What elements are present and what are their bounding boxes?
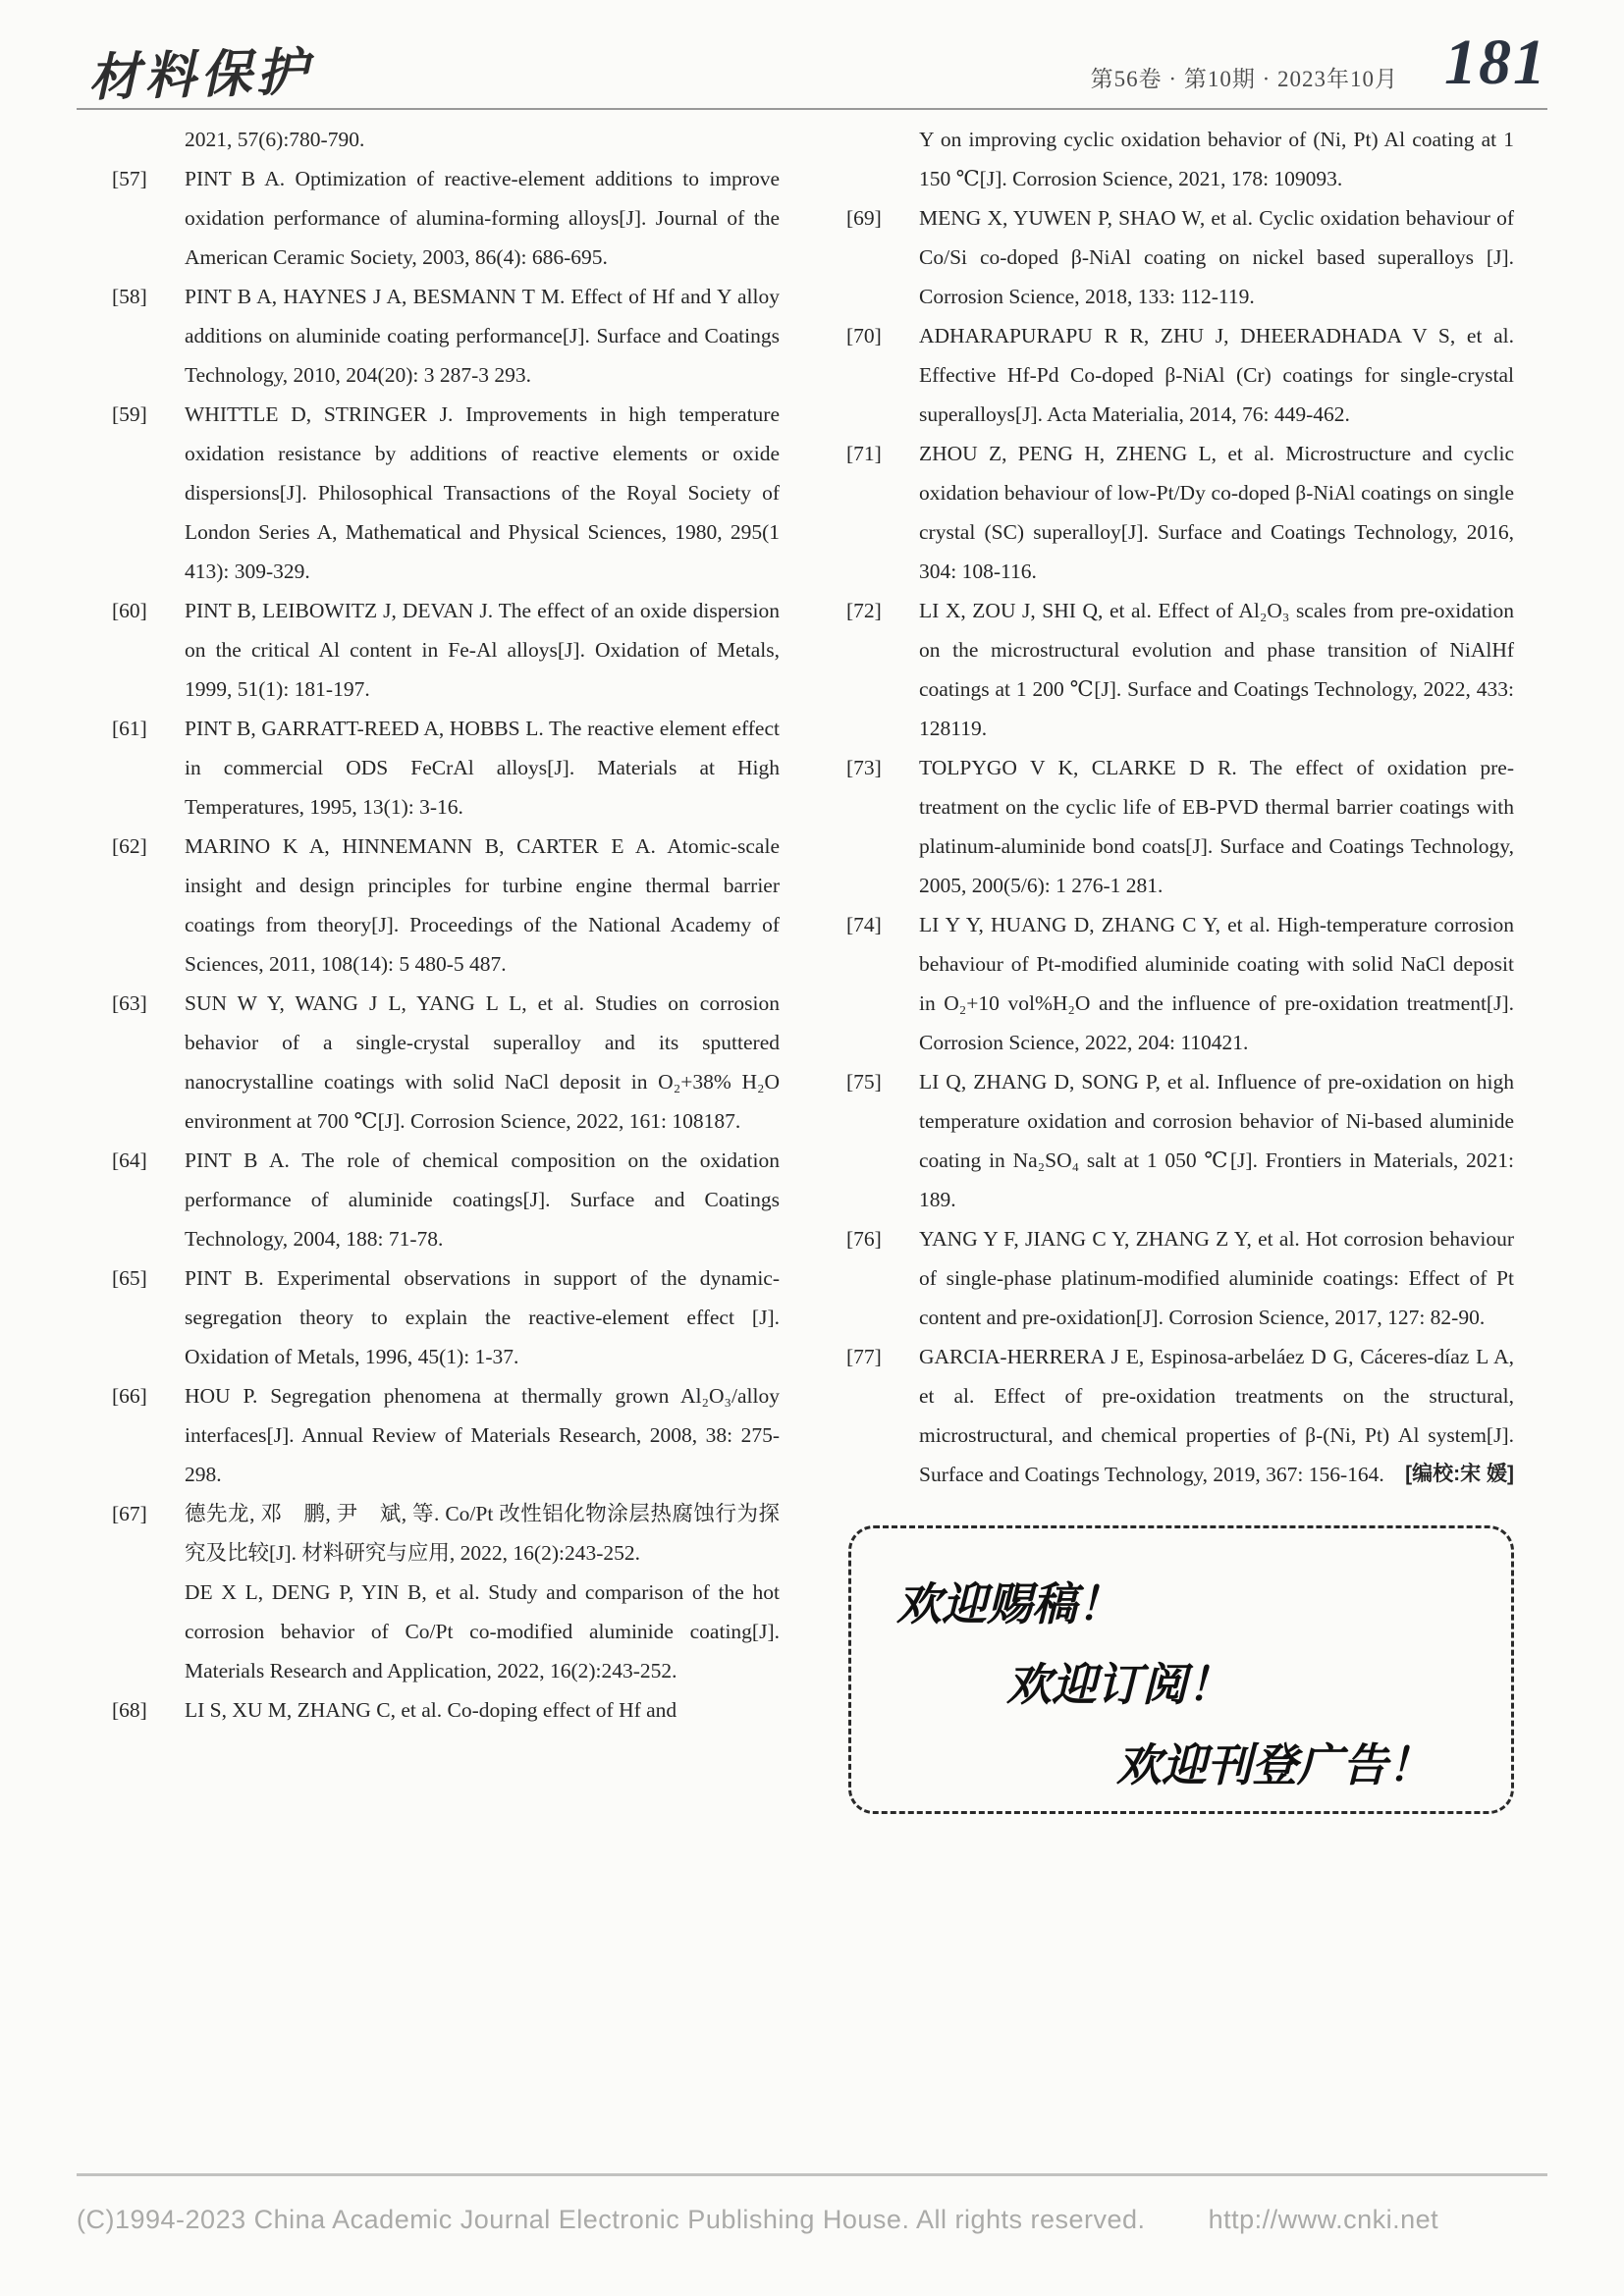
reference-item (846, 1062, 1514, 1219)
reference-number (846, 120, 919, 198)
reference-text: PINT B. Experimental observations in support of the dynamic-segregation theory to explain the reactive-element effect [J]. Oxidation of Metals, 1996, 45(1): 1-37. (185, 1266, 780, 1368)
reference-text: 德先龙, 邓 鹏, 尹 斌, 等. Co/Pt 改性铝化物涂层热腐蚀行为探究及比较[J]. 材料研究与应用, 2022, 16(2):243-252. (185, 1502, 780, 1565)
reference-number: [66] (112, 1384, 147, 1408)
reference-text: HOU P. Segregation phenomena at thermally grown Al₂O₃/alloy interfaces[J]. Annual Review of Materials Research, 2008, 38: 275-298. (185, 1384, 780, 1486)
reference-text: SUN W Y, WANG J L, YANG L L, et al. Studies on corrosion behavior of a single-crystal superalloy and its sputtered nanocrystalline coatings with solid NaCl deposit in O₂+38% H₂O environment at 700 ℃[J]. Corrosion Science, 2022, 161: 108187. (185, 991, 780, 1133)
reference-number: [74] (846, 913, 882, 936)
reference-text: PINT B A. The role of chemical composition on the oxidation performance of aluminide coatings[J]. Surface and Coatings Technology, 2004, 188: 71-78. (185, 1148, 780, 1251)
reference-item (112, 984, 780, 1141)
reference-number: [57] (112, 167, 147, 190)
reference-text: WHITTLE D, STRINGER J. Improvements in high temperature oxidation resistance by additions of reactive elements or oxide dispersions[J]. Philosophical Transactions of the Royal Society of London Series A, Mathematical and Physical Sciences, 1980, 295(1 413): 309-329. (185, 402, 780, 583)
header-divider (77, 108, 1547, 110)
issue-info: 第56卷 · 第10期 · 2023年10月 (1090, 67, 1398, 91)
reference-item (846, 198, 1514, 316)
reference-item (112, 827, 780, 984)
reference-number: [77] (846, 1345, 882, 1368)
reference-text: LI Y Y, HUANG D, ZHANG C Y, et al. High-temperature corrosion behaviour of Pt-modified aluminide coating with solid NaCl deposit in O₂+10 vol%H₂O and the influence of pre-oxidation treatment[J]. Corrosion Science, 2022, 204: 110421. (919, 913, 1514, 1054)
reference-number: [62] (112, 834, 147, 858)
reference-continuation (846, 120, 1514, 198)
references-column-right (846, 120, 1514, 1814)
reference-item (846, 1219, 1514, 1337)
reference-text: LI S, XU M, ZHANG C, et al. Co-doping effect of Hf and (185, 1698, 677, 1722)
reference-item (112, 1376, 780, 1494)
reference-number (112, 1573, 185, 1690)
reference-item (846, 434, 1514, 591)
reference-number: [71] (846, 442, 882, 465)
reference-item (846, 316, 1514, 434)
page-header (77, 27, 1547, 108)
reference-text: Y on improving cyclic oxidation behavior of (Ni, Pt) Al coating at 1 150 ℃[J]. Corrosion Science, 2021, 178: 109093. (919, 128, 1514, 190)
reference-item (112, 277, 780, 395)
reference-number: [61] (112, 717, 147, 740)
reference-item (112, 1141, 780, 1258)
reference-number: [60] (112, 599, 147, 622)
reference-number: [75] (846, 1070, 882, 1094)
reference-text: ZHOU Z, PENG H, ZHENG L, et al. Microstructure and cyclic oxidation behaviour of low-Pt/Dy co-doped β-NiAl coatings on single crystal (SC) superalloy[J]. Surface and Coatings Technology, 2016, 304: 108-116. (919, 442, 1514, 583)
reference-text: YANG Y F, JIANG C Y, ZHANG Z Y, et al. Hot corrosion behaviour of single-phase platinum-modified aluminide coatings: Effect of Pt content and pre-oxidation[J]. Corrosion Science, 2017, 127: 82-90. (919, 1227, 1514, 1329)
reference-text: MARINO K A, HINNEMANN B, CARTER E A. Atomic-scale insight and design principles for turbine engine thermal barrier coatings from theory[J]. Proceedings of the National Academy of Sciences, 2011, 108(14): 5 480-5 487. (185, 834, 780, 976)
reference-item (846, 748, 1514, 905)
reference-item (846, 591, 1514, 748)
reference-item (112, 159, 780, 277)
reference-text: LI Q, ZHANG D, SONG P, et al. Influence of pre-oxidation on high temperature oxidation and corrosion behavior of Ni-based aluminide coating in Na₂SO₄ salt at 1 050 ℃[J]. Frontiers in Materials, 2021: 189. (919, 1070, 1514, 1211)
welcome-line: 欢迎赐稿！ (896, 1577, 1122, 1630)
reference-item (112, 1690, 780, 1730)
reference-text: PINT B A. Optimization of reactive-element additions to improve oxidation performance of alumina-forming alloys[J]. Journal of the American Ceramic Society, 2003, 86(4): 686-695. (185, 167, 780, 269)
reference-text: PINT B, GARRATT-REED A, HOBBS L. The reactive element effect in commercial ODS FeCrAl alloys[J]. Materials at High Temperatures, 1995, 13(1): 3-16. (185, 717, 780, 819)
reference-text: 2021, 57(6):780-790. (185, 128, 365, 151)
reference-number: [73] (846, 756, 882, 779)
reference-text: PINT B A, HAYNES J A, BESMANN T M. Effect of Hf and Y alloy additions on aluminide coating performance[J]. Surface and Coatings Technology, 2010, 204(20): 3 287-3 293. (185, 285, 780, 387)
page-number: 181 (1444, 27, 1547, 98)
reference-text: GARCIA-HERRERA J E, Espinosa-arbeláez D G, Cáceres-díaz L A, et al. Effect of pre-oxidation treatments on the structural, microstructural, and chemical properties of β-(Ni, Pt) Al system[J]. Surface and Coatings Technology, 2019, 367: 156-164. [编校:宋 媛] (919, 1337, 1514, 1494)
reference-number: [64] (112, 1148, 147, 1172)
journal-logo: 材料保护 (87, 42, 313, 108)
reference-number: [70] (846, 324, 882, 347)
page-footer (77, 2205, 1547, 2235)
reference-number: [67] (112, 1502, 147, 1525)
reference-item (112, 395, 780, 591)
welcome-box (848, 1525, 1514, 1814)
welcome-line: 欢迎订阅！ (1006, 1658, 1232, 1711)
reference-continuation (112, 1573, 780, 1690)
editor-note: [编校:宋 媛] (1405, 1463, 1514, 1485)
reference-item (112, 1258, 780, 1376)
reference-item (846, 1337, 1514, 1494)
reference-item (846, 905, 1514, 1062)
reference-number (112, 120, 185, 159)
reference-text: TOLPYGO V K, CLARKE D R. The effect of oxidation pre-treatment on the cyclic life of EB-PVD thermal barrier coatings with platinum-aluminide bond coats[J]. Surface and Coatings Technology, 2005, 200(5/6): 1 276-1 281. (919, 756, 1514, 897)
reference-item (112, 591, 780, 709)
reference-number: [68] (112, 1698, 147, 1722)
footer-copyright: (C)1994-2023 China Academic Journal Electronic Publishing House. All rights reserved. (77, 2205, 1146, 2234)
welcome-line: 欢迎刊登广告！ (1116, 1738, 1433, 1791)
reference-item (112, 709, 780, 827)
footer-divider (77, 2173, 1547, 2176)
reference-text: PINT B, LEIBOWITZ J, DEVAN J. The effect of an oxide dispersion on the critical Al content in Fe-Al alloys[J]. Oxidation of Metals, 1999, 51(1): 181-197. (185, 599, 780, 701)
reference-text: DE X L, DENG P, YIN B, et al. Study and comparison of the hot corrosion behavior of Co/Pt co-modified aluminide coating[J]. Materials Research and Application, 2022, 16(2):243-252. (185, 1580, 780, 1682)
footer-url: http://www.cnki.net (1208, 2205, 1439, 2234)
reference-number: [69] (846, 206, 882, 230)
reference-item (112, 1494, 780, 1573)
references-column-left (112, 120, 780, 1814)
reference-number: [59] (112, 402, 147, 426)
reference-text: LI X, ZOU J, SHI Q, et al. Effect of Al₂O₃ scales from pre-oxidation on the microstructural evolution and phase transition of NiAlHf coatings at 1 200 ℃[J]. Surface and Coatings Technology, 2022, 433: 128119. (919, 599, 1514, 740)
reference-number: [58] (112, 285, 147, 308)
reference-text: ADHARAPURAPU R R, ZHU J, DHEERADHADA V S, et al. Effective Hf-Pd Co-doped β-NiAl (Cr) coatings for single-crystal superalloys[J]. Acta Materialia, 2014, 76: 449-462. (919, 324, 1514, 426)
reference-continuation (112, 120, 780, 159)
reference-number: [76] (846, 1227, 882, 1251)
reference-number: [72] (846, 599, 882, 622)
references-content (112, 120, 1514, 1814)
reference-number: [65] (112, 1266, 147, 1290)
reference-text: MENG X, YUWEN P, SHAO W, et al. Cyclic oxidation behaviour of Co/Si co-doped β-NiAl coating on nickel based superalloys [J]. Corrosion Science, 2018, 133: 112-119. (919, 206, 1514, 308)
reference-number: [63] (112, 991, 147, 1015)
